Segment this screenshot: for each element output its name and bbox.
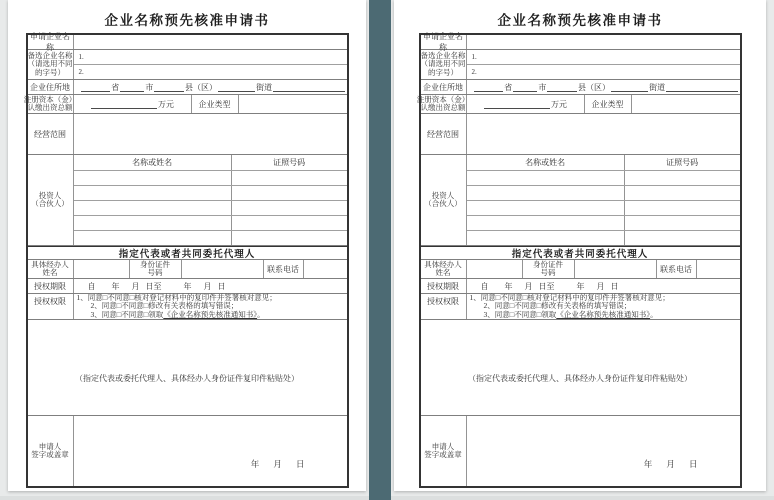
- page-divider: [369, 0, 391, 500]
- row-authorization-scope: [421, 294, 740, 320]
- auth-from-text: 自: [87, 281, 96, 291]
- auth-month1-text: 月: [524, 281, 533, 291]
- row-agent-section-header: [28, 246, 347, 260]
- investor-name-cell: [74, 231, 232, 245]
- alternate-name-label: [28, 50, 74, 79]
- auth-item-3-suffix: 。: [257, 309, 265, 319]
- address-blank-tail: [273, 83, 345, 92]
- company-type-value: [632, 95, 740, 113]
- form-title: 企业名称预先核准申请书: [497, 13, 663, 28]
- address-blank-city: [513, 83, 537, 92]
- investor-label: [28, 155, 74, 245]
- address-value: [467, 80, 740, 94]
- applied-name-label: 申请企业名称: [28, 35, 74, 49]
- auth-scope-items: [74, 294, 347, 319]
- company-type-value: [239, 95, 347, 113]
- agent-id-label: [523, 260, 575, 278]
- alternate-name-label-line2: （请选用不同: [27, 59, 73, 69]
- auth-scope-label: 授权权限: [421, 294, 467, 319]
- investor-cert-cell: [232, 216, 347, 230]
- capital-label: [23, 94, 77, 113]
- row-authorization-period: [421, 279, 740, 294]
- paste-area-note: （指定代表或委托代理人、具体经办人身份证件复印件粘贴处）: [75, 374, 299, 383]
- agent-name-value: [74, 260, 130, 278]
- agent-name-label: [28, 260, 74, 278]
- capital-blank: [91, 100, 157, 109]
- agent-section-title: 指定代表或者共同委托代理人: [511, 250, 649, 260]
- sig-year-text: 年: [250, 459, 260, 469]
- auth-period-value: [74, 279, 347, 293]
- investor-row-1: [74, 171, 347, 186]
- row-authorization-period: [28, 279, 347, 294]
- investor-table: [74, 155, 347, 245]
- alternate-name-options: [467, 50, 740, 79]
- address-blank-street: [218, 83, 255, 92]
- capital-unit-text: 万元: [551, 99, 567, 109]
- agent-section-title: 指定代表或者共同委托代理人: [118, 250, 256, 260]
- capital-unit-text: 万元: [158, 99, 174, 109]
- option-2-number: 2.: [78, 68, 84, 76]
- business-scope-value: [467, 114, 740, 154]
- address-label: 企业住所地: [28, 80, 74, 94]
- auth-month1-text: 月: [131, 281, 140, 291]
- investor-cert-cell: [625, 201, 740, 215]
- investor-row-2: [467, 186, 740, 201]
- capital-label-line2: 认缴出资总额: [420, 103, 466, 112]
- agent-phone-label: 联系电话: [264, 260, 304, 278]
- auth-item-3-notice-title: 《企业名称预先核准通知书》: [163, 309, 258, 319]
- address-city-text: 市: [145, 82, 154, 92]
- investor-row-5: [467, 231, 740, 245]
- option-1-number: 1.: [471, 53, 477, 61]
- signature-date: [644, 458, 698, 470]
- agent-id-label: [130, 260, 182, 278]
- investor-name-cell: [74, 171, 232, 185]
- address-city-text: 市: [538, 82, 547, 92]
- investor-cert-cell: [625, 231, 740, 245]
- row-alternate-names: [28, 50, 347, 80]
- alternate-name-label-line3: 的字号）: [35, 67, 65, 77]
- capital-label-line1: 注册资本（金）: [23, 94, 77, 104]
- row-business-scope: [28, 114, 347, 155]
- auth-day1-text: 日至: [145, 281, 162, 291]
- auth-item-3-prefix: 3、同意□不同意□领取: [483, 309, 557, 319]
- investor-row-3: [74, 201, 347, 216]
- form-title: 企业名称预先核准申请书: [104, 13, 270, 28]
- auth-item-2: 2、同意□不同意□修改有关表格的填写错误；: [90, 301, 239, 311]
- row-address: [421, 80, 740, 95]
- row-authorization-scope: [28, 294, 347, 320]
- address-blank-street: [611, 83, 648, 92]
- agent-phone-value: [304, 260, 347, 278]
- agent-id-label-line1: 身份证件: [533, 259, 563, 269]
- investor-label-line1: 投资人: [38, 190, 62, 200]
- signature-label-line2: 签字或盖章: [31, 450, 69, 459]
- sig-month-text: 月: [666, 459, 675, 469]
- signature-label-line2: 签字或盖章: [424, 450, 462, 459]
- agent-name-value: [467, 260, 523, 278]
- auth-day2-text: 日: [217, 281, 226, 291]
- address-province-text: 省: [111, 82, 120, 92]
- agent-name-label: [421, 260, 467, 278]
- row-agent-info: [28, 260, 347, 279]
- alternate-name-option-2: [467, 65, 740, 79]
- alternate-name-label-line1: 备选企业名称: [27, 50, 73, 60]
- address-blank-tail: [666, 83, 738, 92]
- investor-header-row: [467, 155, 740, 171]
- capital-blank: [484, 100, 550, 109]
- signature-area: [74, 416, 347, 486]
- agent-phone-value: [697, 260, 740, 278]
- investor-cert-cell: [232, 171, 347, 185]
- paste-area-note: （指定代表或委托代理人、具体经办人身份证件复印件粘贴处）: [468, 374, 692, 383]
- investor-name-cell: [74, 216, 232, 230]
- investor-name-cell: [467, 231, 625, 245]
- alternate-name-label-line3: 的字号）: [428, 67, 458, 77]
- address-blank-county: [154, 83, 184, 92]
- auth-day1-text: 日至: [538, 281, 555, 291]
- signature-label-line1: 申请人: [431, 441, 455, 451]
- signature-label: [28, 416, 74, 486]
- applied-name-value: [467, 35, 740, 49]
- investor-cert-cell: [232, 231, 347, 245]
- auth-scope-items: [467, 294, 740, 319]
- investor-name-cell: [74, 201, 232, 215]
- address-street-text: 街道: [649, 82, 666, 92]
- address-province-text: 省: [504, 82, 513, 92]
- alternate-name-option-1: [467, 50, 740, 65]
- application-form-table: [23, 32, 349, 488]
- row-investors: [421, 155, 740, 246]
- alternate-name-label-line1: 备选企业名称: [420, 50, 466, 60]
- investor-row-4: [467, 216, 740, 231]
- address-county-text: 县（区）: [578, 82, 610, 92]
- address-street-text: 街道: [256, 82, 273, 92]
- capital-label-line2: 认缴出资总额: [27, 103, 73, 112]
- auth-period-label: 授权期限: [28, 279, 74, 293]
- company-type-label: 企业类型: [585, 95, 632, 113]
- applied-name-value: [74, 35, 347, 49]
- auth-item-3-suffix: 。: [650, 309, 658, 319]
- agent-id-label-line2: 号码: [147, 268, 163, 277]
- auth-from-text: 自: [480, 281, 489, 291]
- auth-year2-text: 年: [576, 281, 585, 291]
- auth-day2-text: 日: [610, 281, 619, 291]
- address-label: 企业住所地: [421, 80, 467, 94]
- investor-cert-header: 证照号码: [273, 158, 306, 167]
- capital-value: [467, 95, 585, 113]
- alternate-name-label: [421, 50, 467, 79]
- signature-date: [251, 458, 305, 470]
- agent-id-value: [575, 260, 657, 278]
- investor-name-header: 名称或姓名: [467, 155, 625, 170]
- business-scope-value: [74, 114, 347, 154]
- address-blank-city: [120, 83, 144, 92]
- option-2-number: 2.: [471, 68, 477, 76]
- investor-cert-cell: [232, 201, 347, 215]
- investor-cert-cell: [232, 186, 347, 200]
- investor-row-3: [467, 201, 740, 216]
- investor-name-cell: [74, 186, 232, 200]
- auth-item-3-prefix: 3、同意□不同意□领取: [90, 309, 164, 319]
- agent-phone-label: 联系电话: [657, 260, 697, 278]
- row-investors: [28, 155, 347, 246]
- row-address: [28, 80, 347, 95]
- investor-name-cell: [467, 186, 625, 200]
- auth-month2-text: 月: [203, 281, 212, 291]
- row-alternate-names: [421, 50, 740, 80]
- investor-label: [421, 155, 467, 245]
- alternate-name-label-line2: （请选用不同: [420, 59, 466, 69]
- signature-label: [421, 416, 467, 486]
- agent-name-label-line1: 具体经办人: [31, 259, 69, 269]
- investor-label-line2: （合伙人）: [31, 199, 69, 208]
- signature-label-line1: 申请人: [38, 441, 62, 451]
- row-agent-info: [421, 260, 740, 279]
- address-blank-province: [474, 83, 504, 92]
- auth-item-1: 1、同意□不同意□核对登记材料中的复印件并签署核对意见；: [469, 292, 670, 302]
- auth-period-label: 授权期限: [421, 279, 467, 293]
- agent-id-label-line1: 身份证件: [140, 259, 170, 269]
- business-scope-label: 经营范围: [28, 114, 74, 154]
- auth-scope-label: 授权权限: [28, 294, 74, 319]
- applied-name-label: 申请企业名称: [421, 35, 467, 49]
- investor-name-cell: [467, 201, 625, 215]
- signature-area: [467, 416, 740, 486]
- auth-item-1: 1、同意□不同意□核对登记材料中的复印件并签署核对意见；: [76, 292, 277, 302]
- investor-header-row: [74, 155, 347, 171]
- investor-name-cell: [467, 216, 625, 230]
- option-1-number: 1.: [78, 53, 84, 61]
- agent-id-value: [182, 260, 264, 278]
- row-applied-name: [421, 32, 740, 52]
- address-blank-province: [81, 83, 111, 92]
- investor-cert-cell: [625, 216, 740, 230]
- investor-row-4: [74, 216, 347, 231]
- auth-year2-text: 年: [183, 281, 192, 291]
- investor-row-5: [74, 231, 347, 245]
- agent-name-label-line2: 姓名: [435, 268, 451, 277]
- agent-name-label-line1: 具体经办人: [424, 259, 462, 269]
- row-applicant-signature: [28, 416, 347, 486]
- sig-month-text: 月: [273, 459, 282, 469]
- investor-name-header: 名称或姓名: [74, 155, 232, 170]
- auth-year1-text: 年: [111, 281, 120, 291]
- row-applicant-signature: [421, 416, 740, 486]
- investor-row-1: [467, 171, 740, 186]
- investor-row-2: [74, 186, 347, 201]
- sig-day-text: 日: [295, 459, 305, 469]
- auth-month2-text: 月: [596, 281, 605, 291]
- investor-name-cell: [467, 171, 625, 185]
- investor-cert-header: 证照号码: [666, 158, 699, 167]
- auth-period-value: [467, 279, 740, 293]
- agent-id-label-line2: 号码: [540, 268, 556, 277]
- page-right: [394, 0, 766, 491]
- alternate-name-option-1: [74, 50, 347, 65]
- row-registered-capital: [23, 94, 347, 114]
- investor-cert-cell: [625, 171, 740, 185]
- alternate-name-options: [74, 50, 347, 79]
- row-business-scope: [421, 114, 740, 155]
- row-id-copy-paste-area: [421, 320, 740, 416]
- sig-day-text: 日: [688, 459, 698, 469]
- business-scope-label: 经营范围: [421, 114, 467, 154]
- sig-year-text: 年: [643, 459, 653, 469]
- capital-label: [416, 94, 470, 113]
- investor-table: [467, 155, 740, 245]
- agent-name-label-line2: 姓名: [42, 268, 58, 277]
- capital-label-line1: 注册资本（金）: [416, 94, 470, 104]
- investor-label-line2: （合伙人）: [424, 199, 462, 208]
- auth-item-3-notice-title: 《企业名称预先核准通知书》: [556, 309, 651, 319]
- auth-item-3: [470, 311, 658, 320]
- row-id-copy-paste-area: [28, 320, 347, 416]
- investor-cert-cell: [625, 186, 740, 200]
- address-value: [74, 80, 347, 94]
- application-form-table: [416, 32, 742, 488]
- auth-year1-text: 年: [504, 281, 513, 291]
- auth-item-3: [77, 311, 265, 320]
- alternate-name-option-2: [74, 65, 347, 79]
- address-county-text: 县（区）: [185, 82, 217, 92]
- row-registered-capital: [416, 94, 740, 114]
- auth-item-2: 2、同意□不同意□修改有关表格的填写错误；: [483, 301, 632, 311]
- row-applied-name: [28, 32, 347, 52]
- company-type-label: 企业类型: [192, 95, 239, 113]
- row-agent-section-header: [421, 246, 740, 260]
- capital-value: [74, 95, 192, 113]
- investor-label-line1: 投资人: [431, 190, 455, 200]
- address-blank-county: [547, 83, 577, 92]
- page-left: [8, 0, 366, 491]
